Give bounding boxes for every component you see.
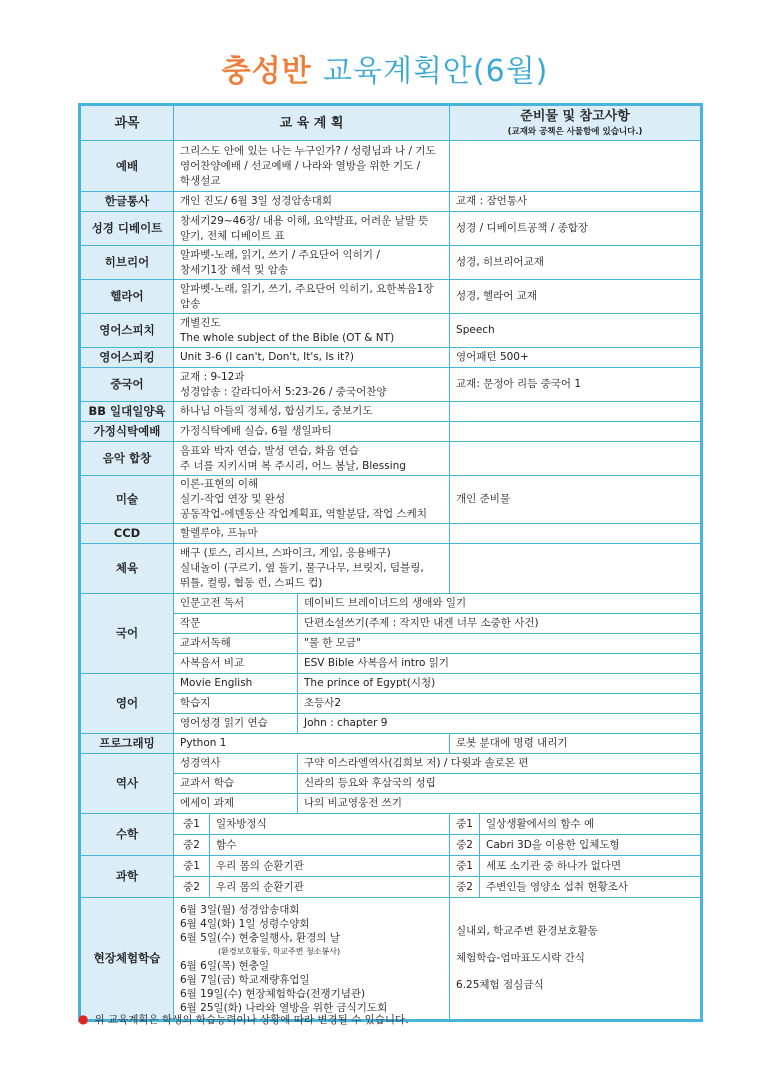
class-name: 충성반 [221,54,312,89]
header-ref-main: 준비물 및 참고사항 [520,109,630,124]
ref-cell: Speech [450,314,702,348]
ref-cell: 성경 / 디베이트공책 / 종합장 [450,212,702,246]
table-row [80,141,702,192]
subject-programming: 프로그래밍 [80,734,174,754]
plan-cell: Python 1 [174,734,450,754]
plan-cell: 이론-표현의 이해 실기-작업 연장 및 완성 공동작업-에덴동산 작업계획표, 역할분담, 작업 스케치 [174,476,450,524]
item-desc: 단편소설쓰기(주제 : 작지만 내겐 너무 소중한 사건) [298,614,702,634]
item-label: Movie English [174,674,298,694]
subject-music: 음악 합창 [80,442,174,476]
ref-cell: 개인 준비물 [450,476,702,524]
table-row [80,835,702,856]
plan-cell: 알파벳-노래, 읽기, 쓰기 / 주요단어 익히기 / 창세기1장 해석 및 암송 [174,246,450,280]
item-desc: ESV Bible 사복음서 intro 읽기 [298,654,702,674]
table-row [80,674,702,694]
table-row [80,476,702,524]
subject-art: 미술 [80,476,174,524]
ref-cell: 교재 : 잠언통사 [450,192,702,212]
table-row [80,422,702,442]
plan-cell: 음표와 박자 연습, 발성 연습, 화음 연습 주 너를 지키시며 복 주시리, 어느 봄날, Blessing [174,442,450,476]
table-row [80,877,702,898]
table-row [80,442,702,476]
item-desc: 초등사2 [298,694,702,714]
plan-cell: 가정식탁예배 실습, 6월 생일파티 [174,422,450,442]
ref-cell [450,442,702,476]
plan-cell: 개별진도 The whole subject of the Bible (OT & NT) [174,314,450,348]
item-left: 우리 몸의 순환기관 [210,856,450,877]
table-row [80,714,702,734]
table-row [80,314,702,348]
table-header-row [80,105,702,141]
ref-cell [450,422,702,442]
subject-eng-speech: 영어스피치 [80,314,174,348]
subject-hangul: 한글통사 [80,192,174,212]
bullet-icon: ● [78,1012,89,1026]
ref-cell: 교재: 문정아 리듬 중국어 1 [450,368,702,402]
page-title [0,46,770,90]
subject-english: 영어 [80,674,174,734]
footer-note [78,1012,409,1027]
item-left: 일차방정식 [210,814,450,835]
item-label: 교과서독해 [174,634,298,654]
subject-history: 역사 [80,754,174,814]
header-ref-sub: (교재와 공책은 사물함에 있습니다.) [507,127,643,137]
plan-cell: 할렐루야, 프뉴마 [174,524,450,544]
plan-cell: 개인 진도/ 6월 3일 성경암송대회 [174,192,450,212]
item-label: 에세이 과제 [174,794,298,814]
item-label: 영어성경 읽기 연습 [174,714,298,734]
table-row [80,898,702,1021]
table-row [80,654,702,674]
subject-worship: 예배 [80,141,174,192]
ref-cell: 로봇 분대에 명령 내리기 [450,734,702,754]
subject-family: 가정식탁예배 [80,422,174,442]
subject-korean: 국어 [80,594,174,674]
subject-hebrew: 히브리어 [80,246,174,280]
education-plan-table [78,103,703,1022]
subject-pe: 체육 [80,544,174,594]
ref-cell [450,402,702,422]
item-desc: The prince of Egypt(시청) [298,674,702,694]
item-desc: John : chapter 9 [298,714,702,734]
table-row [80,694,702,714]
table-row [80,212,702,246]
plan-cell: 교재 : 9-12과 성경암송 : 갈라디아서 5:23-26 / 중국어찬양 [174,368,450,402]
subject-chinese: 중국어 [80,368,174,402]
subject-math: 수학 [80,814,174,856]
ref-cell [450,544,702,594]
item-right: Cabri 3D을 이용한 입체도형 [480,835,702,856]
item-right: 주변인들 영양소 섭취 현황조사 [480,877,702,898]
item-right: 세포 소기관 중 하나가 없다면 [480,856,702,877]
subject-eng-speaking: 영어스피킹 [80,348,174,368]
item-label: 성경역사 [174,754,298,774]
item-label: 사복음서 비교 [174,654,298,674]
subject-greek: 헬라어 [80,280,174,314]
table-row [80,794,702,814]
plan-cell: 창세기29~46장/ 내용 이해, 요약발표, 어려운 낱말 뜻 알기, 전체 디베이트 표 [174,212,450,246]
note-text: 위 교육계획은 학생의 학습능력이나 상황에 따라 변경될 수 있습니다. [94,1014,409,1026]
header-subject: 과목 [80,105,174,141]
grade-cell: 중2 [174,835,210,856]
table-row [80,368,702,402]
table-row [80,280,702,314]
plan-cell: 하나님 아들의 정체성, 합심기도, 중보기도 [174,402,450,422]
ref-cell: 영어패턴 500+ [450,348,702,368]
item-desc: 나의 비교영웅전 쓰기 [298,794,702,814]
subject-science: 과학 [80,856,174,898]
table-row [80,402,702,422]
grade-cell: 중2 [174,877,210,898]
plan-cell: 그리스도 안에 있는 나는 누구인가? / 성령님과 나 / 기도 영어찬양예배 / 선교예배 / 나라와 열방을 위한 기도 / 학생설교 [174,141,450,192]
item-left: 함수 [210,835,450,856]
grade-cell: 중1 [450,814,480,835]
plan-cell: 알파벳-노래, 읽기, 쓰기, 주요단어 익히기, 요한복음1장 암송 [174,280,450,314]
item-desc: 데이비드 브레이너드의 생애와 일기 [298,594,702,614]
subject-bb: BB 일대일양육 [80,402,174,422]
grade-cell: 중2 [450,835,480,856]
table-row [80,734,702,754]
item-label: 인문고전 독서 [174,594,298,614]
table-row [80,774,702,794]
plan-cell: Unit 3-6 (I can't, Don't, It's, Is it?) [174,348,450,368]
table-row [80,348,702,368]
grade-cell: 중1 [174,856,210,877]
grade-cell: 중1 [450,856,480,877]
item-left: 우리 몸의 순환기관 [210,877,450,898]
subject-debate: 성경 디베이트 [80,212,174,246]
table-row [80,856,702,877]
table-row [80,246,702,280]
table-row [80,614,702,634]
item-desc: 신라의 등요와 후삼국의 성립 [298,774,702,794]
plan-title: 교육계획안(6월) [323,54,549,89]
table-row [80,544,702,594]
ref-cell [450,141,702,192]
grade-cell: 중2 [450,877,480,898]
ref-cell: 실내외, 학교주변 환경보호활동 체험학습-엄마표도시락 간식 6.25체험 점심금식 [450,898,702,1021]
ref-cell: 성경, 헬라어 교재 [450,280,702,314]
ref-cell: 성경, 히브리어교재 [450,246,702,280]
item-desc: "물 한 모금" [298,634,702,654]
table-row [80,192,702,212]
item-label: 작문 [174,614,298,634]
plan-cell: 6월 3일(월) 성경암송대회 6월 4일(화) 1일 성령수양회 6월 5일(수) 현충일행사, 환경의 날 (환경보호활동, 학교주변 청소봉사) 6월 6일(목) 현충일 6월 7일(금) 학교재량휴업일 6월 19일(수) 현장체험학습(전쟁기념관) 6월 25일(화) 나라와 열방을 위한 금식기도회 [174,898,450,1021]
table-row [80,594,702,614]
table-row [80,754,702,774]
item-desc: 구약 이스라엘역사(김희보 저) / 다윗과 솔로몬 편 [298,754,702,774]
header-ref [450,105,702,141]
item-label: 교과서 학습 [174,774,298,794]
subject-ccd: CCD [80,524,174,544]
ref-cell [450,524,702,544]
plan-cell: 배구 (토스, 리시브, 스파이크, 게임, 응용배구) 실내놀이 (구르기, 옆 돌기, 물구나무, 브릿지, 덤블링, 뛰틀, 컬링, 협동 런, 스피드 컵) [174,544,450,594]
table-row [80,524,702,544]
header-plan: 교 육 계 획 [174,105,450,141]
item-label: 학습지 [174,694,298,714]
table-row [80,634,702,654]
grade-cell: 중1 [174,814,210,835]
subject-field: 현장체험학습 [80,898,174,1021]
item-right: 일상생활에서의 함수 예 [480,814,702,835]
table-row [80,814,702,835]
